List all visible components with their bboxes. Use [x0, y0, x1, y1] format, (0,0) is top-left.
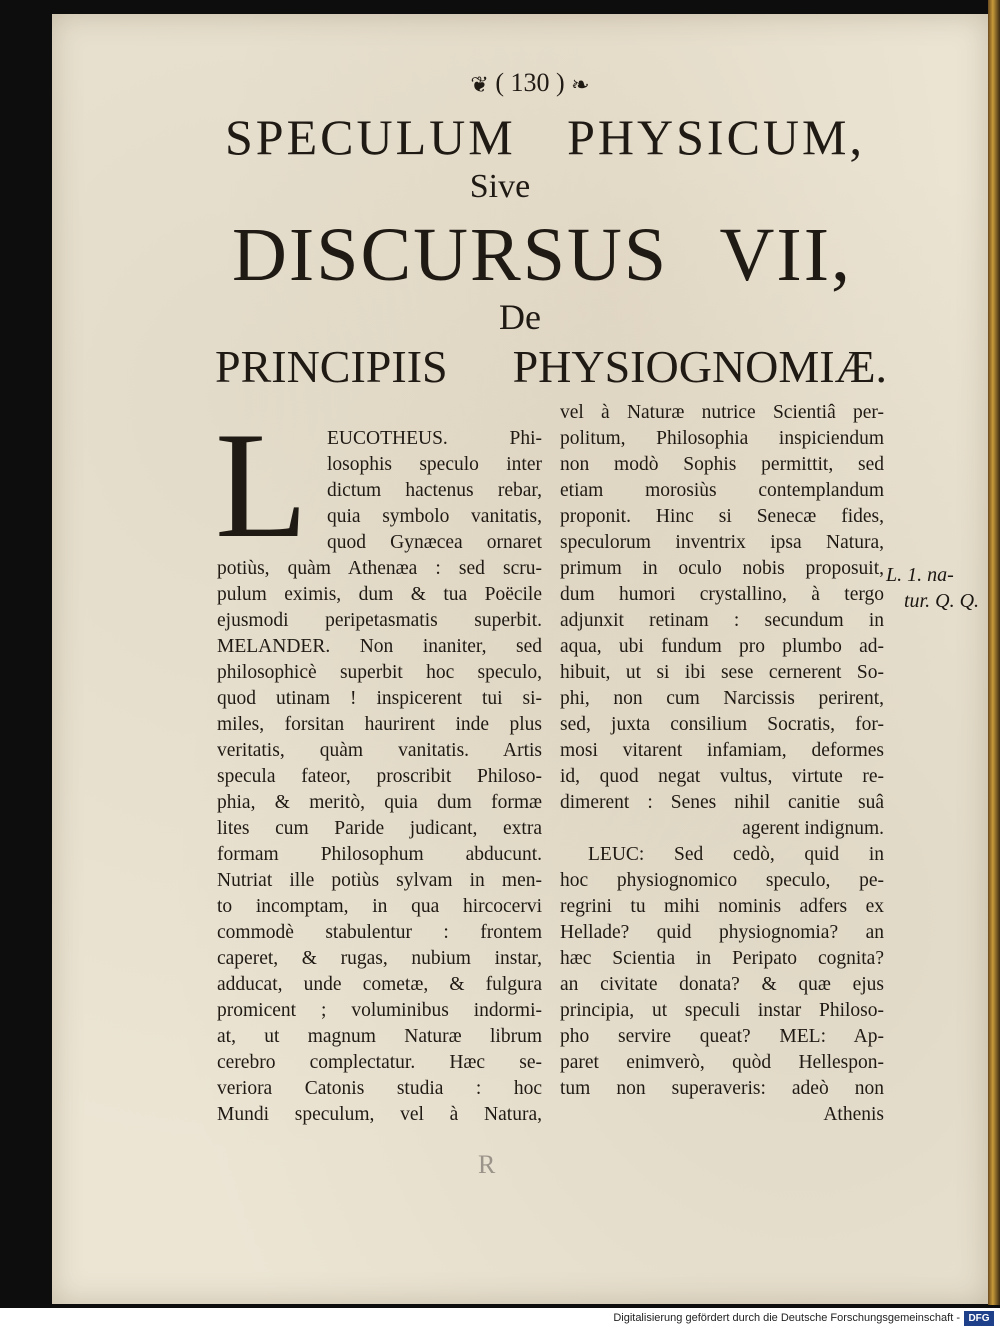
text-line: potiùs, quàm Athenæa : sed scru- — [217, 558, 542, 579]
text-line: veritatis, quàm vanitatis. Artis — [217, 740, 542, 761]
text-line: cerebro complectatur. Hæc se- — [217, 1052, 542, 1073]
title-line-3: PRINCIPIIS PHYSIOGNOMIÆ. — [215, 341, 887, 392]
text-line: specula fateor, proscribit Philoso- — [217, 766, 542, 787]
text-line: quod Gynæcea ornaret — [327, 532, 542, 553]
text-line: speculorum inventrix ipsa Natura, — [560, 532, 884, 553]
footer-credit: Digitalisierung gefördert durch die Deutsche Forschungsgemeinschaft - — [613, 1312, 960, 1324]
text-line: paret enimverò, quòd Hellespon- — [560, 1052, 884, 1073]
title-de: De — [499, 297, 541, 337]
text-line: quod utinam ! inspicerent tui si- — [217, 688, 542, 709]
text-line: etiam morosiùs contemplandum — [560, 480, 884, 501]
text-line: Mundi speculum, vel à Natura, — [217, 1104, 542, 1125]
text-line: regrini tu mihi nominis adfers ex — [560, 896, 884, 917]
text-line: primum in oculo nobis proposuit, — [560, 558, 884, 579]
text-line: hibuit, ut si ibi sese cernerent So- — [560, 662, 884, 683]
text-line: pho servire queat? MEL: Ap- — [560, 1026, 884, 1047]
text-line: politum, Philosophia inspiciendum — [560, 428, 884, 449]
text-line: id, quod negat vultus, virtute re- — [560, 766, 884, 787]
text-line: promicent ; voluminibus indormi- — [217, 1000, 542, 1021]
text-line: phi, non cum Narcissis perirent, — [560, 688, 884, 709]
right-column — [560, 400, 884, 1128]
text-line: to incomptam, in qua hircocervi — [217, 896, 542, 917]
text-line: MELANDER. Non inaniter, sed — [217, 636, 542, 657]
text-line: dum humori crystallino, à tergo — [560, 584, 884, 605]
text-line: Hellade? quid physiognomia? an — [560, 922, 884, 943]
footer-bar — [0, 1308, 1000, 1331]
text-line: caperet, & rugas, nubium instar, — [217, 948, 542, 969]
text-line: commodè stabulentur : frontem — [217, 922, 542, 943]
text-line: adjunxit retinam : secundum in — [560, 610, 884, 631]
text-line: Athenis — [823, 1104, 884, 1125]
text-line: dictum hactenus rebar, — [327, 480, 542, 501]
text-line: phia, & meritò, quia dum formæ — [217, 792, 542, 813]
margin-note-line: L. 1. na- — [886, 564, 954, 586]
text-line: adducat, unde cometæ, & fulgura — [217, 974, 542, 995]
ornament-right-icon: ❧ — [571, 72, 590, 98]
text-line: veriora Catonis studia : hoc — [217, 1078, 542, 1099]
text-line: LEUC: Sed cedò, quid in — [588, 844, 884, 865]
text-line: philosophicè superbit hoc speculo, — [217, 662, 542, 683]
text-line: an civitate donata? & quæ ejus — [560, 974, 884, 995]
page-number: ( 130 ) — [495, 68, 565, 97]
drop-cap: L — [215, 401, 308, 569]
text-line: miles, forsitan haurirent inde plus — [217, 714, 542, 735]
text-line: proponit. Hinc si Senecæ fides, — [560, 506, 884, 527]
catchword: R — [478, 1150, 496, 1179]
text-line: vel à Naturæ nutrice Scientiâ per- — [560, 402, 884, 423]
text-line: lites cum Paride judicant, extra — [217, 818, 542, 839]
text-line: pulum eximis, dum & tua Poëcile — [217, 584, 542, 605]
text-line: at, ut magnum Naturæ librum — [217, 1026, 542, 1047]
text-line: aqua, ubi fundum pro plumbo ad- — [560, 636, 884, 657]
text-line: ejusmodi peripetasmatis superbit. — [217, 610, 542, 631]
book-edge — [988, 0, 1000, 1305]
text-line: formam Philosophum abducunt. — [217, 844, 542, 865]
text-line: agerent indignum. — [742, 818, 884, 839]
margin-note — [886, 562, 996, 614]
text-line: hæc Scientia in Peripato cognita? — [560, 948, 884, 969]
text-line: quia symbolo vanitatis, — [327, 506, 542, 527]
text-line: principia, ut speculi instar Philoso- — [560, 1000, 884, 1021]
ornament-left-icon: ❦ — [470, 72, 489, 98]
dfg-logo: DFG — [964, 1311, 994, 1326]
text-line: tum non superaveris: adeò non — [560, 1078, 884, 1099]
text-line: mosi vitarent infamiam, deformes — [560, 740, 884, 761]
text-line: losophis speculo inter — [327, 454, 542, 475]
left-column — [217, 426, 542, 1128]
text-line: dimerent : Senes nihil canitie suâ — [560, 792, 884, 813]
text-line: Nutriat ille potiùs sylvam in men- — [217, 870, 542, 891]
margin-note-line: tur. Q. Q. — [904, 590, 980, 612]
text-line: non modò Sophis permittit, sed — [560, 454, 884, 475]
text-line: EUCOTHEUS. Phi- — [327, 428, 542, 449]
page-header — [380, 68, 680, 98]
text-line: sed, juxta consilium Socratis, for- — [560, 714, 884, 735]
title-sive: Sive — [469, 168, 531, 205]
title-line-1: SPECULUM PHYSICUM, — [225, 109, 865, 165]
title-line-2: DISCURSUS VII, — [232, 213, 852, 297]
text-line: hoc physiognomico speculo, pe- — [560, 870, 884, 891]
